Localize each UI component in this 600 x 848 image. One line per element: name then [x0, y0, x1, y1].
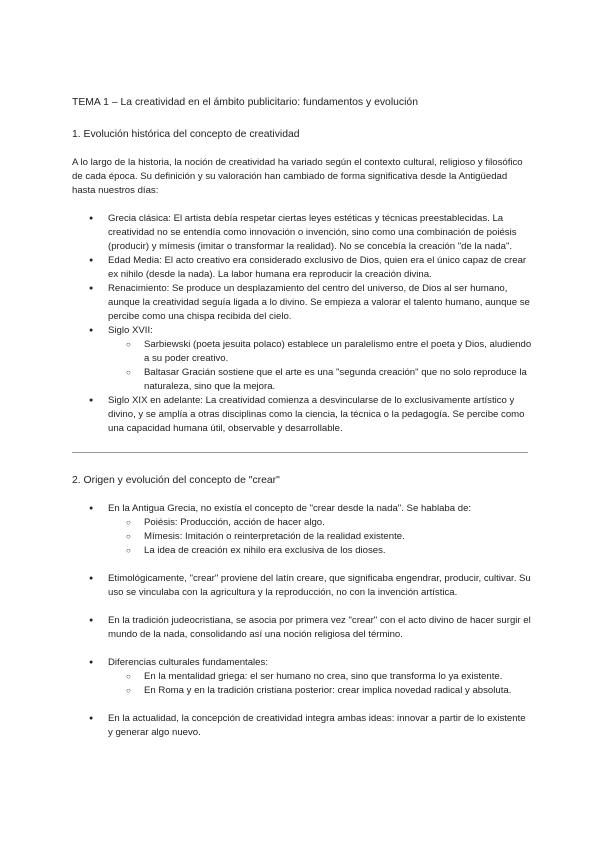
sub-item-sarbiewski: ○ Sarbiewski (poeta jesuita polaco) establece un paralelismo entre el poeta y Dios, aludiendo a su poder creativo. — [144, 338, 532, 366]
document-title: TEMA 1 – La creatividad en el ámbito publicitario: fundamentos y evolución — [72, 97, 418, 108]
list-item-actualidad: ● En la actualidad, la concepción de creatividad integra ambas ideas: innovar a partir de lo existente y generar algo nuevo. — [108, 712, 532, 740]
sub-item-mimesis: ○ Mímesis: Imitación o reinterpretación de la realidad existente. — [144, 530, 532, 544]
section-2-heading: 2. Origen y evolución del concepto de "crear" — [72, 475, 280, 486]
section-1-heading: 1. Evolución histórica del concepto de creatividad — [72, 129, 300, 140]
sub-item-griega: ○ En la mentalidad griega: el ser humano no crea, sino que transforma lo ya existente. — [144, 670, 532, 684]
section-1 — [72, 128, 532, 436]
section-2 — [72, 474, 532, 740]
section-2-list — [72, 502, 532, 740]
list-item-siglo-xix: ● Siglo XIX en adelante: La creatividad comienza a desvincularse de lo exclusivamente artístico y divino, y se amplía a otras disciplinas como la ciencia, la técnica o la pedagogía. Se percibe como una capacidad humana útil, observable y desarrollable. — [108, 394, 532, 436]
list-item-renacimiento: ● Renacimiento: Se produce un desplazamiento del centro del universo, de Dios al ser humano, aunque la creatividad seguía ligada a lo divino. Se empieza a valorar el talento humano, aunque se percibe como una chispa recibida del cielo. — [108, 282, 532, 324]
list-item-diferencias: ● Diferencias culturales fundamentales: ○ En la mentalidad griega: el ser humano no crea, sino que transforma lo ya existente. ○ En Roma y en la tradición cristiana posterior: crear implica novedad radical y absoluta. — [108, 656, 532, 698]
list-item-etimologia: ● Etimológicamente, "crear" proviene del latín creare, que significaba engendrar, producir, cultivar. Su uso se vinculaba con la agricultura y la reproducción, no con la invención artística. — [108, 572, 532, 600]
sub-item-gracian: ○ Baltasar Gracián sostiene que el arte es una "segunda creación" que no solo reproduce la naturaleza, sino que la mejora. — [144, 366, 532, 394]
greek-sublist — [108, 516, 532, 558]
siglo-xvii-sublist — [108, 338, 532, 394]
list-item-edad-media: ● Edad Media: El acto creativo era considerado exclusivo de Dios, quien era el único capaz de crear ex nihilo (desde la nada). La labor humana era reproducir la creación divina. — [108, 254, 532, 282]
list-item-grecia: ● Grecia clásica: El artista debía respetar ciertas leyes estéticas y técnicas preestablecidas. La creatividad no se entendía como innovación o invención, sino como una combinación de poiésis (producir) y mímesis (imitar o transformar la realidad). No se concebía la creación "de la nada". — [108, 212, 532, 254]
list-item-antigua-grecia: ● En la Antigua Grecia, no existía el concepto de "crear desde la nada". Se hablaba de: ○ Poiésis: Producción, acción de hacer algo. ○ Mímesis: Imitación o reinterpretación de la realidad existente. ○ La idea de creación ex nihilo era exclusiva de los dioses. — [108, 502, 532, 558]
sub-item-poiesis: ○ Poiésis: Producción, acción de hacer algo. — [144, 516, 532, 530]
list-item-judeocristiana: ● En la tradición judeocristiana, se asocia por primera vez "crear" con el acto divino de hacer surgir el mundo de la nada, consolidando así una noción religiosa del término. — [108, 614, 532, 642]
section-1-intro: A lo largo de la historia, la noción de creatividad ha variado según el contexto cultural, religioso y filosófico de cada época. Su definición y su valoración han cambiado de forma significativa desde la Antigüedad hasta nuestros días: — [72, 157, 523, 196]
section-1-list — [72, 212, 532, 436]
horizontal-divider — [72, 452, 528, 453]
differences-sublist — [108, 670, 532, 698]
sub-item-roma: ○ En Roma y en la tradición cristiana posterior: crear implica novedad radical y absoluta. — [144, 684, 532, 698]
list-item-siglo-xvii: ● Siglo XVII: ○ Sarbiewski (poeta jesuita polaco) establece un paralelismo entre el poeta y Dios, aludiendo a su poder creativo. ○ Baltasar Gracián sostiene que el arte es una "segunda creación" que no solo reproduce la naturaleza, sino que la mejora. — [108, 324, 532, 394]
sub-item-ex-nihilo: ○ La idea de creación ex nihilo era exclusiva de los dioses. — [144, 544, 532, 558]
